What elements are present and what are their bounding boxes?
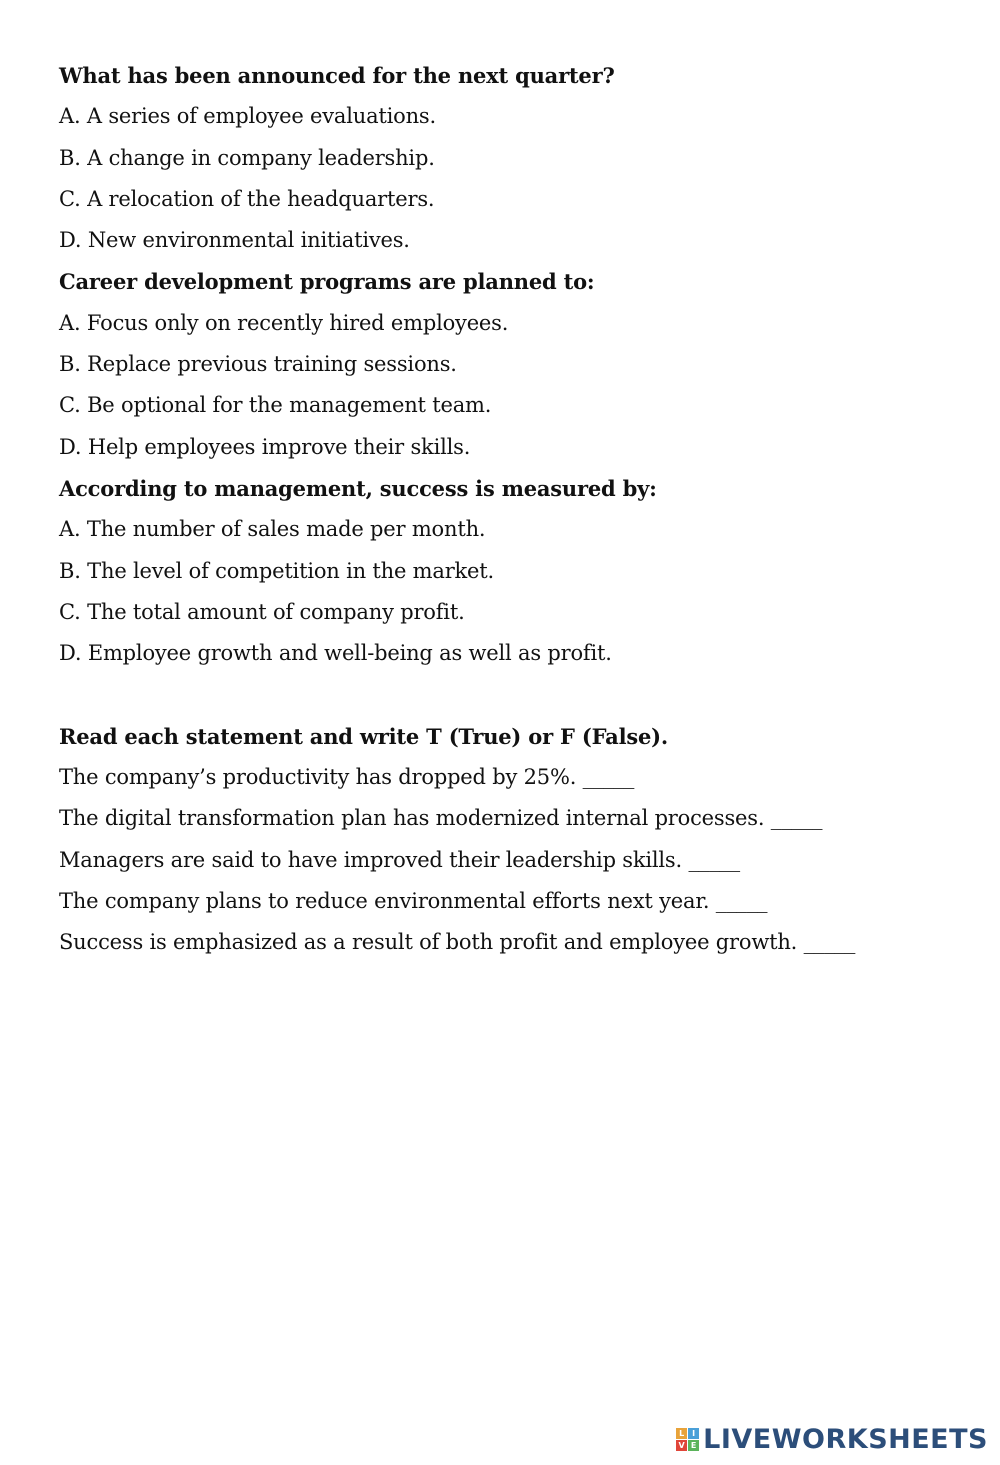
worksheet	[59, 55, 959, 964]
question-2-title: Career development programs are planned to:	[59, 269, 595, 295]
question-3-option-a[interactable]: A. The number of sales made per month.	[59, 517, 486, 542]
question-1-option-b[interactable]: B. A change in company leadership.	[59, 145, 435, 170]
question-3-option-d[interactable]: D. Employee growth and well-being as well as profit.	[59, 641, 612, 666]
true-false-statement-5[interactable]: Success is emphasized as a result of both profit and employee growth. _____	[59, 930, 856, 955]
question-3-title: According to management, success is measured by:	[59, 475, 657, 501]
true-false-statement-2[interactable]: The digital transformation plan has modernized internal processes. _____	[59, 806, 823, 831]
question-1-title: What has been announced for the next quarter?	[59, 63, 615, 88]
question-2-option-b[interactable]: B. Replace previous training sessions.	[59, 352, 457, 377]
logo-mark-cell: V	[676, 1440, 687, 1451]
logo-mark-cell: I	[688, 1428, 699, 1439]
true-false-statement-1[interactable]: The company’s productivity has dropped by 25%. _____	[59, 765, 635, 790]
question-1-option-c[interactable]: C. A relocation of the headquarters.	[59, 186, 435, 211]
true-false-statement-3[interactable]: Managers are said to have improved their leadership skills. _____	[59, 847, 740, 872]
true-false-section	[59, 716, 959, 964]
question-3-option-b[interactable]: B. The level of competition in the market.	[59, 558, 494, 583]
question-3	[59, 468, 959, 674]
question-2-option-a[interactable]: A. Focus only on recently hired employees.	[59, 310, 509, 335]
logo-mark-cell: E	[688, 1440, 699, 1451]
true-false-title: Read each statement and write T (True) or F (False).	[59, 723, 668, 749]
true-false-statement-4[interactable]: The company plans to reduce environmental efforts next year. _____	[59, 888, 768, 913]
question-2	[59, 261, 959, 467]
question-2-option-d[interactable]: D. Help employees improve their skills.	[59, 434, 471, 459]
question-3-option-c[interactable]: C. The total amount of company profit.	[59, 599, 465, 624]
liveworksheets-logo	[676, 1424, 988, 1455]
logo-text: LIVEWORKSHEETS	[703, 1424, 988, 1455]
question-1	[59, 55, 959, 261]
section-spacer	[59, 674, 959, 715]
question-1-option-a[interactable]: A. A series of employee evaluations.	[59, 104, 436, 129]
logo-mark-icon	[676, 1428, 699, 1451]
question-1-option-d[interactable]: D. New environmental initiatives.	[59, 228, 410, 253]
logo-mark-cell: L	[676, 1428, 687, 1439]
question-2-option-c[interactable]: C. Be optional for the management team.	[59, 393, 492, 418]
